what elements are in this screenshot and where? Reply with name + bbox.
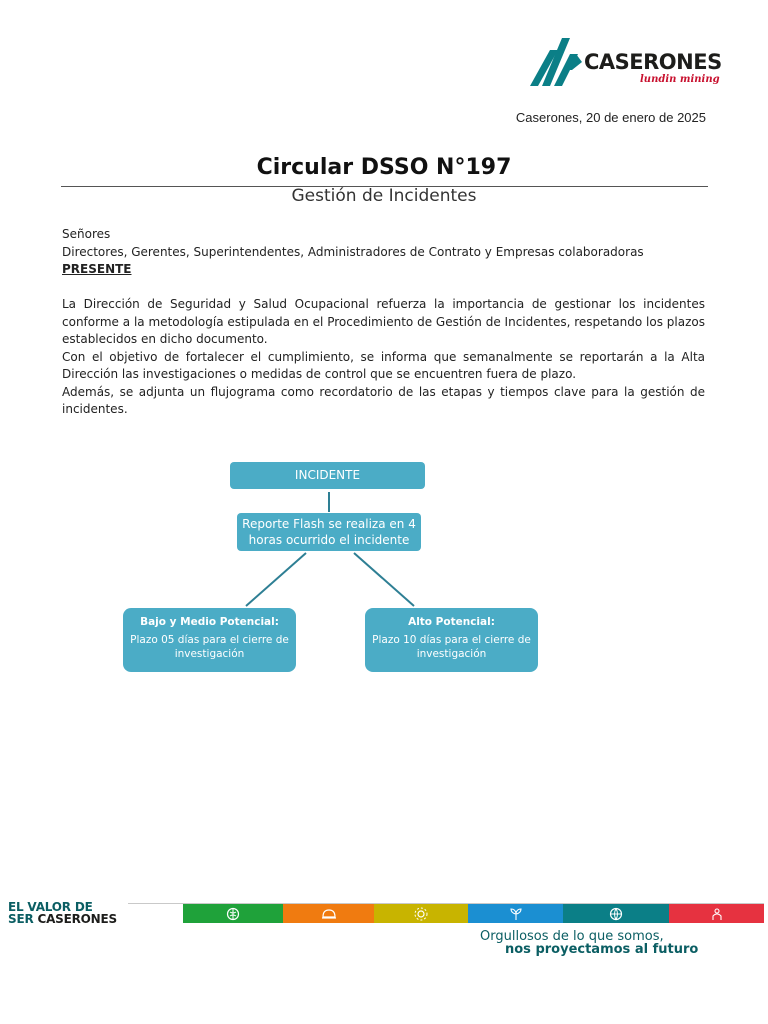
- document-subtitle: Gestión de Incidentes: [291, 186, 477, 206]
- value-band-2: [283, 904, 374, 923]
- recipients-block: [62, 226, 705, 279]
- flow-node-text: Plazo 05 días para el cierre de investigación: [130, 634, 289, 660]
- presente-label: PRESENTE: [62, 262, 132, 276]
- helmet-icon: [321, 906, 337, 922]
- people-icon: [709, 906, 725, 922]
- date-line: Caserones, 20 de enero de 2025: [515, 110, 706, 125]
- recipients: Directores, Gerentes, Superintendentes, Administradores de Contrato y Empresas colaboradoras: [62, 244, 644, 259]
- plant-icon: [508, 906, 524, 922]
- greeting: Señores: [62, 227, 111, 241]
- globe-icon: [608, 906, 624, 922]
- document-title: Circular DSSO N°197: [256, 155, 512, 180]
- paragraph: Además, se adjunta un flujograma como recordatorio de las etapas y tiempos clave para la gestión de incidentes.: [62, 384, 705, 416]
- value-band-3: [374, 904, 468, 923]
- logo-subtitle: lundin mining: [640, 74, 720, 85]
- brain-icon: [225, 906, 241, 922]
- flow-node-heading: Alto Potencial:: [408, 616, 495, 628]
- value-band-6: [669, 904, 764, 923]
- gear-icon: [413, 906, 429, 922]
- connector-step-low: [246, 553, 306, 606]
- paragraph: Con el objetivo de fortalecer el cumplimiento, se informa que semanalmente se reportarán a la Alta Dirección las investigaciones o medidas de control que se encuentren fuera de plazo.: [62, 349, 705, 381]
- logo-wordmark: CASERONES: [584, 50, 722, 74]
- value-band-4: [468, 904, 563, 923]
- flow-node-bajo-medio: [123, 608, 296, 672]
- connector-step-high: [354, 553, 414, 606]
- footer-brand-caserones: CASERONES: [37, 912, 117, 926]
- value-band-1: [183, 904, 283, 923]
- paragraph: La Dirección de Seguridad y Salud Ocupacional refuerza la importancia de gestionar los incidentes conforme a la metodología estipulada en el Procedimiento de Gestión de Incidentes, respetando los plazos establecidos en dicho documento.: [62, 297, 705, 346]
- body-paragraphs: [62, 296, 705, 419]
- flow-node-heading: Bajo y Medio Potencial:: [140, 616, 279, 628]
- caserones-logo-mark-icon: [530, 36, 590, 88]
- flow-node-incidente: INCIDENTE: [230, 462, 425, 489]
- footer-slogan-line2: nos proyectamos al futuro: [505, 942, 699, 957]
- value-band-5: [563, 904, 669, 923]
- footer-brand: [8, 901, 117, 925]
- footer-brand-line1: EL VALOR DE: [8, 900, 93, 914]
- footer-brand-ser: SER: [8, 912, 38, 926]
- footer-slogan-line1: Orgullosos de lo que somos,: [480, 929, 664, 944]
- flow-node-text: Plazo 10 días para el cierre de investigación: [372, 634, 531, 660]
- flow-node-alto: [365, 608, 538, 672]
- flow-node-reporte-flash: Reporte Flash se realiza en 4 horas ocurrido el incidente: [237, 513, 421, 551]
